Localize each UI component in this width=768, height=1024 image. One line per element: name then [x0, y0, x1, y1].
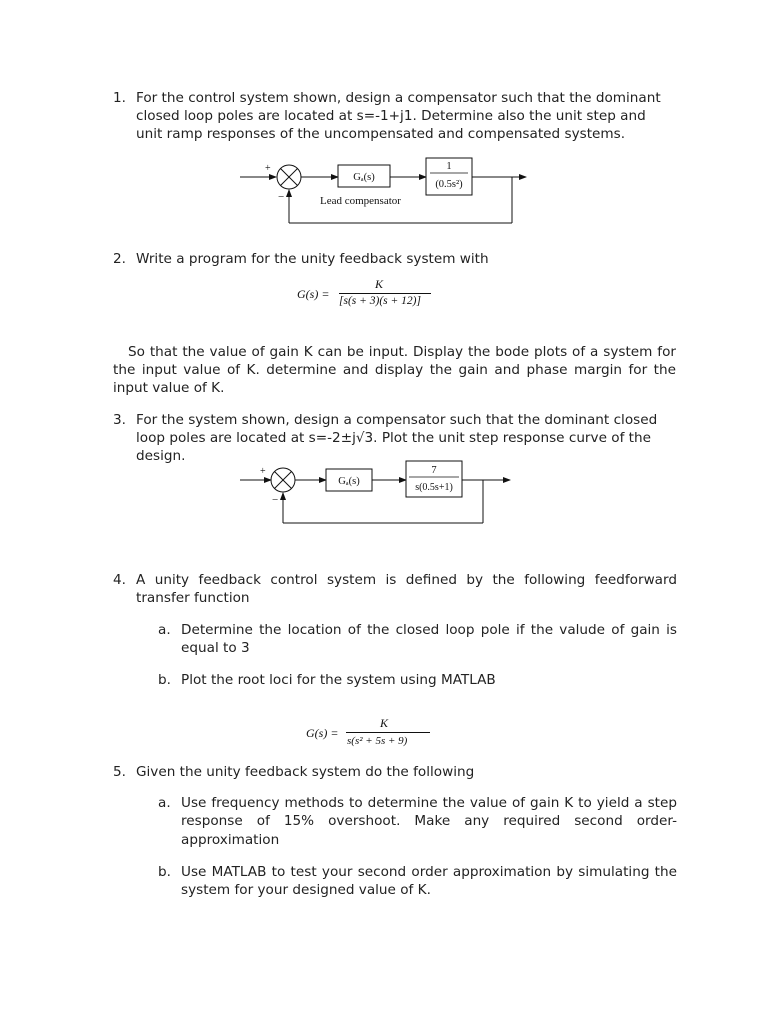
q5-b-line-1: Use MATLAB to test your second order approximation by simulating the	[181, 864, 677, 880]
q2-line: Write a program for the unity feedback system with	[136, 251, 489, 267]
q5-number: 5.	[113, 764, 126, 780]
q3-plant-numerator: 7	[431, 465, 437, 476]
q4-a-line-2: equal to 3	[181, 640, 250, 656]
q3-block-diagram	[236, 458, 526, 530]
q1-number: 1.	[113, 90, 126, 106]
q2-equation	[297, 277, 437, 313]
q5-b-label: b.	[158, 864, 171, 880]
q1-line-3: unit ramp responses of the uncompensated and compensated systems.	[136, 126, 626, 142]
q3-plus-sign: +	[260, 466, 266, 477]
q5-line: Given the unity feedback system do the following	[136, 764, 475, 780]
q1-caption: Lead compensator	[320, 195, 401, 207]
q4-eq-lhs: G(s) =	[306, 726, 339, 740]
q4-a-line-1: Determine the location of the closed loop pole if the valude of gain is	[181, 622, 677, 638]
q3-line-2: loop poles are located at s=-2±j√3. Plot the unit step response curve of the	[136, 430, 651, 446]
q5-a-label: a.	[158, 795, 171, 811]
q4-equation	[306, 716, 436, 752]
q3-line-3: design.	[136, 448, 186, 464]
q1-plant-denominator: (0.5s²)	[435, 179, 463, 190]
q3-number: 3.	[113, 412, 126, 428]
q1-line-2: closed loop poles are located at s=-1+j1. Determine also the unit step and	[136, 108, 646, 124]
q1-plant-numerator: 1	[446, 161, 452, 172]
q1-line-1: For the control system shown, design a compensator such that the dominant	[136, 90, 661, 106]
q3-minus-sign: −	[272, 494, 279, 506]
q2-para-line-1: So that the value of gain K can be input. Display the bode plots of a system for	[128, 344, 676, 360]
q4-eq-fraction-bar	[346, 732, 430, 733]
q4-a-label: a.	[158, 622, 171, 638]
q5-a-line-3: approximation	[181, 832, 280, 848]
q2-eq-lhs: G(s) =	[297, 287, 330, 301]
q4-line-1: A unity feedback control system is defined by the following feedforward	[136, 572, 677, 588]
q4-eq-numerator: K	[380, 716, 389, 730]
q4-eq-denominator: s(s² + 5s + 9)	[347, 735, 408, 747]
q4-b-line: Plot the root loci for the system using MATLAB	[181, 672, 496, 688]
q2-eq-fraction-bar	[339, 293, 431, 294]
q1-minus-sign: −	[278, 191, 285, 203]
q2-para-line-2: the input value of K. determine and display the gain and phase margin for the	[113, 362, 676, 378]
q3-block1-label: Gₐ(s)	[338, 476, 360, 487]
q4-line-2: transfer function	[136, 590, 250, 606]
q5-a-line-1: Use frequency methods to determine the value of gain K to yield a step	[181, 795, 677, 811]
q1-plus-sign: +	[265, 163, 271, 174]
q2-eq-denominator: [s(s + 3)(s + 12)]	[339, 295, 421, 307]
q5-b-line-2: system for your designed value of K.	[181, 882, 431, 898]
q2-eq-numerator: K	[375, 277, 384, 291]
q3-plant-denominator: s(0.5s+1)	[415, 482, 453, 493]
q1-block1-label: Gₐ(s)	[353, 172, 375, 183]
q3-line-1: For the system shown, design a compensator such that the dominant closed	[136, 412, 658, 428]
q2-number: 2.	[113, 251, 126, 267]
q5-a-line-2: response of 15% overshoot. Make any required second order-	[181, 813, 677, 829]
q2-para-line-3: input value of K.	[113, 380, 225, 396]
q1-block-diagram	[236, 150, 536, 230]
q4-number: 4.	[113, 572, 126, 588]
q4-b-label: b.	[158, 672, 171, 688]
